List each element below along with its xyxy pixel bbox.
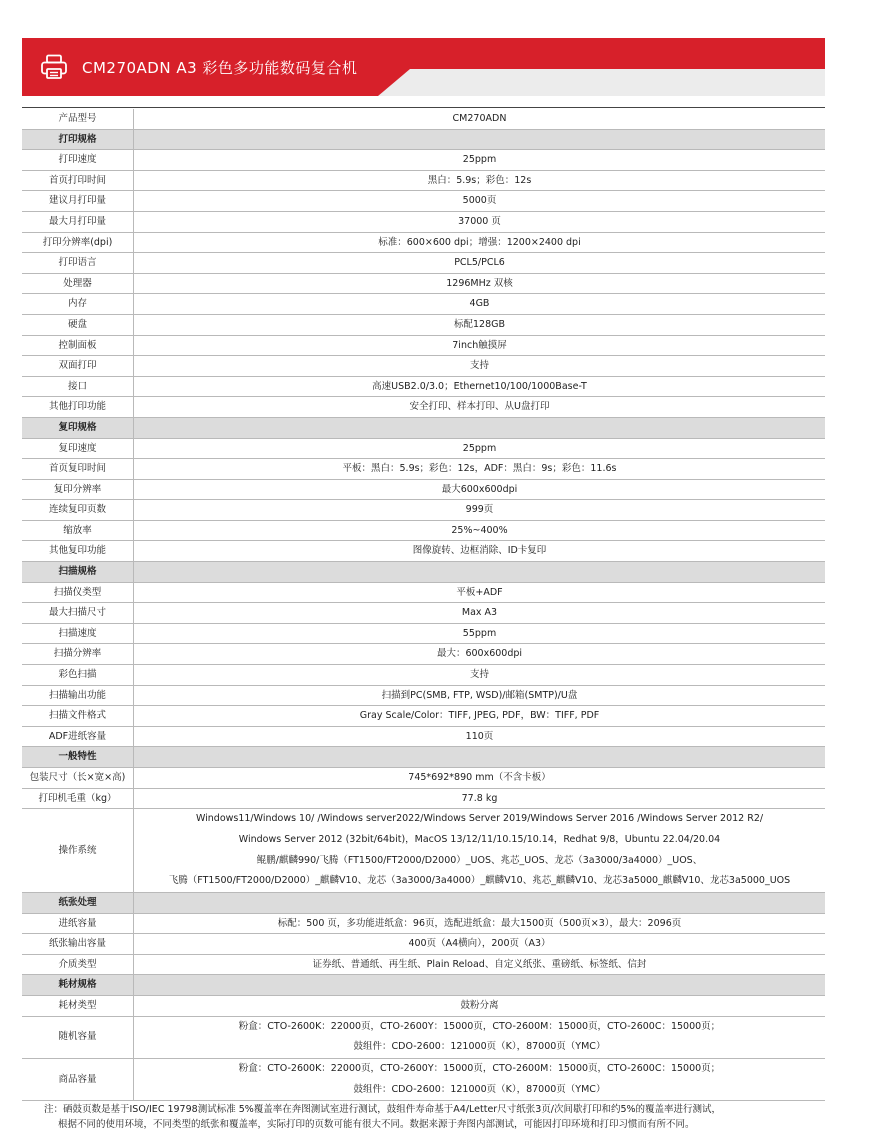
spec-value: 证券纸、普通纸、再生纸、Plain Reload、自定义纸张、重磅纸、标签纸、信封 [134, 954, 826, 975]
section-title: 纸张处理 [22, 892, 134, 913]
section-header-row [22, 892, 825, 913]
spec-value-line: Windows11/Windows 10/ /Windows server2022/Windows Server 2019/Windows Server 2016 /Windows Server 2012 R2/ [195, 813, 764, 825]
spec-value-line: 飞腾（FT1500/FT2000/D2000）_麒麟V10、龙芯（3a3000/3a4000）_麒麟V10、兆芯_麒麟V10、龙芯3a5000_麒麟V10、龙芯3a5000_UOS [168, 875, 791, 887]
spec-row [22, 191, 825, 212]
spec-label: 扫描文件格式 [22, 706, 134, 727]
spec-row [22, 459, 825, 480]
section-blank-cell [134, 975, 826, 996]
spec-value: Gray Scale/Color：TIFF, JPEG, PDF，BW：TIFF, PDF [134, 706, 826, 727]
spec-label: 打印速度 [22, 150, 134, 171]
spec-row [22, 397, 825, 418]
spec-row [22, 356, 825, 377]
spec-value: 支持 [134, 665, 826, 686]
spec-row [22, 541, 825, 562]
spec-label: ADF进纸容量 [22, 726, 134, 747]
spec-row [22, 644, 825, 665]
spec-value: 安全打印、样本打印、从U盘打印 [134, 397, 826, 418]
spec-value [134, 1016, 826, 1058]
spec-label: 控制面板 [22, 335, 134, 356]
spec-row [22, 623, 825, 644]
spec-row [22, 479, 825, 500]
spec-row [22, 934, 825, 955]
spec-row [22, 335, 825, 356]
spec-row [22, 788, 825, 809]
spec-value: 25ppm [134, 150, 826, 171]
spec-table-body [22, 109, 825, 1101]
spec-value: 77.8 kg [134, 788, 826, 809]
spec-label: 处理器 [22, 273, 134, 294]
spec-row [22, 706, 825, 727]
spec-label: 包装尺寸（长×宽×高) [22, 768, 134, 789]
section-title: 一般特性 [22, 747, 134, 768]
spec-label: 内存 [22, 294, 134, 315]
spec-label: 随机容量 [22, 1016, 134, 1058]
spec-row [22, 211, 825, 232]
section-title: 打印规格 [22, 129, 134, 150]
spec-row [22, 913, 825, 934]
spec-value: 黑白：5.9s；彩色：12s [134, 170, 826, 191]
footnote-line-2: 根据不同的使用环境，不同类型的纸张和覆盖率，实际打印的页数可能有很大不同。数据来源于奔图内部测试，可能因打印环境和打印习惯而有所不同。 [58, 1119, 695, 1130]
spec-row [22, 768, 825, 789]
spec-label: 缩放率 [22, 520, 134, 541]
spec-row [22, 726, 825, 747]
spec-value-line: 鼓组件：CDO-2600：121000页（K），87000页（YMC） [353, 1041, 606, 1053]
spec-row [22, 582, 825, 603]
spec-row [22, 1016, 825, 1058]
spec-value: 7inch触摸屏 [134, 335, 826, 356]
section-blank-cell [134, 562, 826, 583]
spec-value: 扫描到PC(SMB, FTP, WSD)/邮箱(SMTP)/U盘 [134, 685, 826, 706]
spec-value: 标准：600×600 dpi；增强：1200×2400 dpi [134, 232, 826, 253]
spec-value: 最大600x600dpi [134, 479, 826, 500]
spec-row [22, 294, 825, 315]
spec-label: 扫描仪类型 [22, 582, 134, 603]
spec-value: 图像旋转、边框消除、ID卡复印 [134, 541, 826, 562]
spec-row [22, 273, 825, 294]
spec-value: PCL5/PCL6 [134, 253, 826, 274]
spec-value [134, 1058, 826, 1100]
spec-value: 标配：500 页，多功能进纸盒：96页，选配进纸盒：最大1500页（500页×3），最大：2096页 [134, 913, 826, 934]
spec-row [22, 995, 825, 1016]
spec-row [22, 150, 825, 171]
spec-value: 37000 页 [134, 211, 826, 232]
spec-row [22, 665, 825, 686]
spec-label: 扫描输出功能 [22, 685, 134, 706]
spec-row [22, 500, 825, 521]
spec-value-line: 粉盒：CTO-2600K：22000页，CTO-2600Y：15000页，CTO-2600M：15000页，CTO-2600C：15000页； [238, 1020, 721, 1032]
spec-row [22, 109, 825, 129]
spec-value: 999页 [134, 500, 826, 521]
spec-label: 接口 [22, 376, 134, 397]
section-title: 复印规格 [22, 417, 134, 438]
spec-value: 标配128GB [134, 314, 826, 335]
spec-value: 400页（A4横向），200页（A3） [134, 934, 826, 955]
spec-row [22, 438, 825, 459]
section-blank-cell [134, 129, 826, 150]
spec-value: 高速USB2.0/3.0；Ethernet10/100/1000Base-T [134, 376, 826, 397]
spec-row [22, 685, 825, 706]
spec-label: 打印机毛重（kg） [22, 788, 134, 809]
spec-label: 首页复印时间 [22, 459, 134, 480]
spec-label: 建议月打印量 [22, 191, 134, 212]
page-header [22, 38, 825, 96]
spec-row [22, 954, 825, 975]
spec-value-line: 鲲鹏/麒麟990/飞腾（FT1500/FT2000/D2000）_UOS、兆芯_UOS、龙芯（3a3000/3a4000）_UOS、 [256, 854, 703, 866]
section-title: 耗材规格 [22, 975, 134, 996]
section-title: 扫描规格 [22, 562, 134, 583]
spec-label: 其他复印功能 [22, 541, 134, 562]
section-header-row [22, 129, 825, 150]
section-blank-cell [134, 892, 826, 913]
footnote-line-1: 注：硒鼓页数是基于ISO/IEC 19798测试标准 5%覆盖率在奔图测试室进行测试，鼓组件寿命基于A4/Letter尺寸纸张3页/次间歇打印和约5%的覆盖率进行测试， [44, 1104, 722, 1115]
section-header-row [22, 747, 825, 768]
spec-value-line: 粉盒：CTO-2600K：22000页，CTO-2600Y：15000页，CTO-2600M：15000页，CTO-2600C：15000页； [238, 1062, 721, 1074]
spec-label: 彩色扫描 [22, 665, 134, 686]
spec-value: 平板：黑白：5.9s；彩色：12s，ADF：黑白：9s；彩色：11.6s [134, 459, 826, 480]
spec-row [22, 1058, 825, 1100]
spec-value: Max A3 [134, 603, 826, 624]
spec-label: 耗材类型 [22, 995, 134, 1016]
section-header-row [22, 417, 825, 438]
spec-label: 复印速度 [22, 438, 134, 459]
spec-label: 打印分辨率(dpi) [22, 232, 134, 253]
spec-value: 最大：600x600dpi [134, 644, 826, 665]
spec-value: 鼓粉分离 [134, 995, 826, 1016]
spec-label: 扫描分辨率 [22, 644, 134, 665]
spec-row [22, 314, 825, 335]
spec-label: 进纸容量 [22, 913, 134, 934]
spec-value: 110页 [134, 726, 826, 747]
spec-value: 平板+ADF [134, 582, 826, 603]
spec-label: 双面打印 [22, 356, 134, 377]
spec-value-line: Windows Server 2012 (32bit/64bit)，MacOS 13/12/11/10.15/10.14，Redhat 9/8，Ubuntu 22.04/20.04 [238, 833, 721, 845]
spec-value-line: 鼓组件：CDO-2600：121000页（K），87000页（YMC） [353, 1083, 606, 1095]
spec-label: 复印分辨率 [22, 479, 134, 500]
spec-row [22, 253, 825, 274]
spec-label: 打印语言 [22, 253, 134, 274]
section-blank-cell [134, 747, 826, 768]
printer-icon [40, 53, 68, 81]
spec-label: 最大月打印量 [22, 211, 134, 232]
table-top-rule [22, 107, 825, 108]
spec-row [22, 376, 825, 397]
section-header-row [22, 975, 825, 996]
spec-row [22, 520, 825, 541]
spec-value: 1296MHz 双核 [134, 273, 826, 294]
spec-value: CM270ADN [134, 109, 826, 129]
spec-label: 扫描速度 [22, 623, 134, 644]
section-blank-cell [134, 417, 826, 438]
spec-row [22, 603, 825, 624]
spec-label: 商品容量 [22, 1058, 134, 1100]
page-title: CM270ADN A3 彩色多功能数码复合机 [82, 59, 358, 77]
spec-label: 操作系统 [22, 809, 134, 893]
spec-label: 产品型号 [22, 109, 134, 129]
footnote [44, 1102, 824, 1132]
section-header-row [22, 562, 825, 583]
spec-value: 745*692*890 mm（不含卡板） [134, 768, 826, 789]
spec-row [22, 170, 825, 191]
spec-label: 最大扫描尺寸 [22, 603, 134, 624]
spec-value [134, 809, 826, 893]
spec-table [22, 109, 825, 1101]
spec-value: 支持 [134, 356, 826, 377]
spec-label: 首页打印时间 [22, 170, 134, 191]
spec-label: 其他打印功能 [22, 397, 134, 418]
spec-value: 5000页 [134, 191, 826, 212]
spec-label: 纸张输出容量 [22, 934, 134, 955]
spec-value: 4GB [134, 294, 826, 315]
spec-value: 25ppm [134, 438, 826, 459]
spec-value: 25%~400% [134, 520, 826, 541]
spec-label: 硬盘 [22, 314, 134, 335]
spec-row [22, 809, 825, 893]
header-grey-tail [378, 69, 825, 96]
spec-label: 介质类型 [22, 954, 134, 975]
spec-label: 连续复印页数 [22, 500, 134, 521]
spec-value: 55ppm [134, 623, 826, 644]
spec-row [22, 232, 825, 253]
